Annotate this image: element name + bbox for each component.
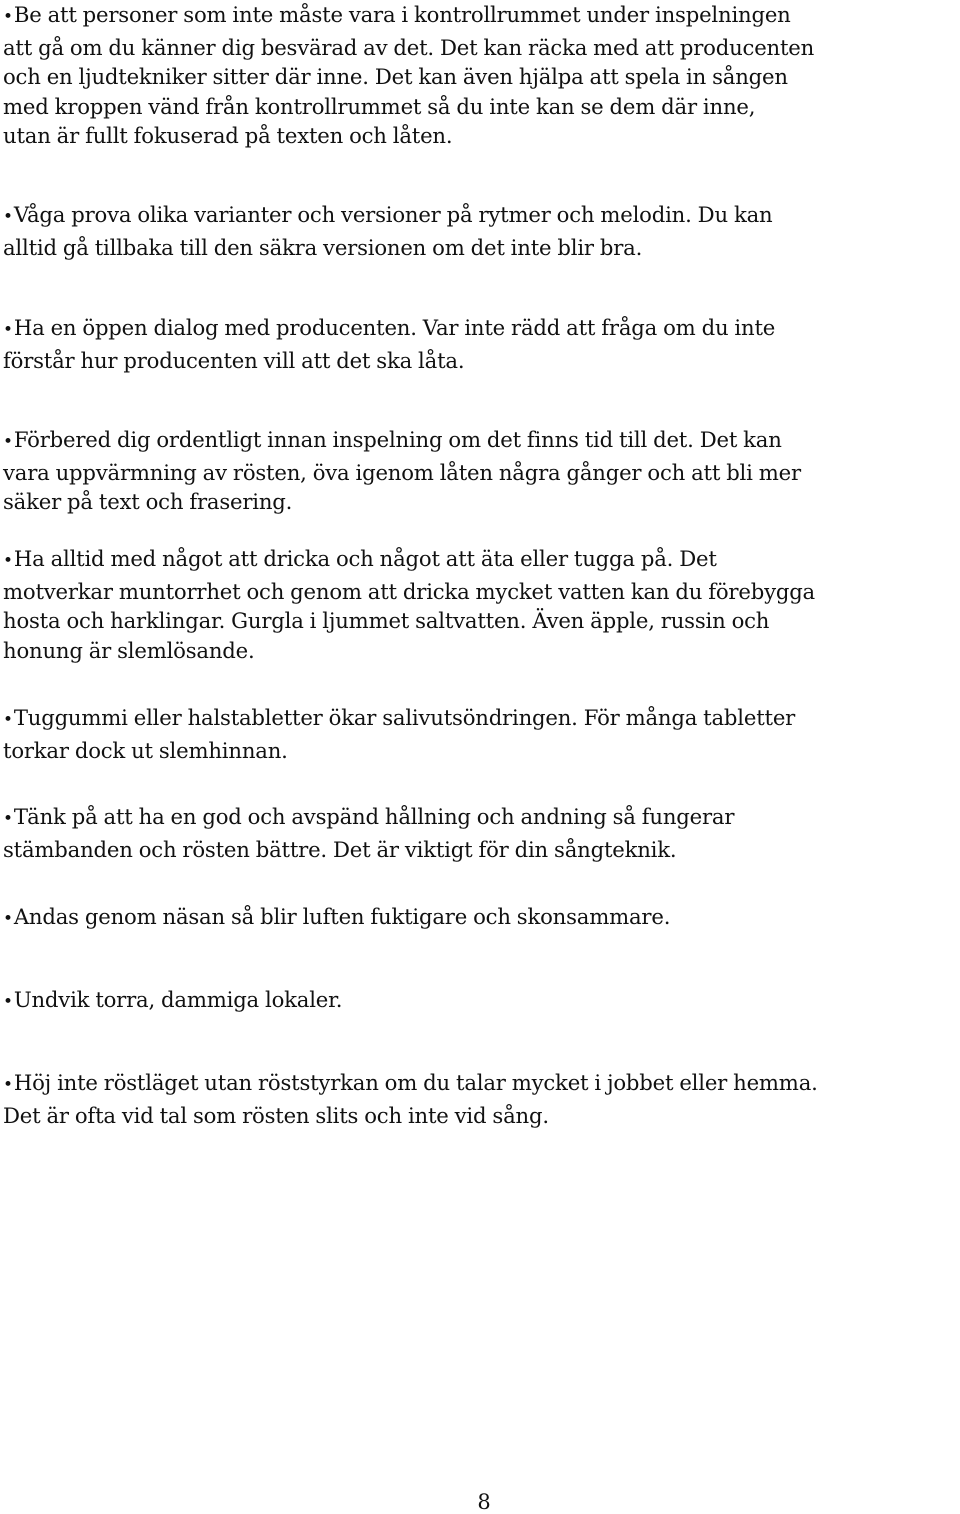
bullet-line: förstår hur producenten vill att det ska låta. bbox=[3, 347, 465, 373]
bullet-line: •Ha alltid med något att dricka och något att äta eller tugga på. Det bbox=[3, 546, 717, 571]
bullet-line: motverkar muntorrhet och genom att dricka mycket vatten kan du förebygga bbox=[3, 578, 815, 604]
bullet-icon: • bbox=[3, 909, 13, 929]
bullet-icon: • bbox=[3, 432, 13, 452]
bullet-item-8 bbox=[3, 902, 955, 935]
bullet-line: vara uppvärmning av rösten, öva igenom låten några gånger och att bli mer bbox=[3, 459, 801, 485]
bullet-line: med kroppen vänd från kontrollrummet så du inte kan se dem där inne, bbox=[3, 93, 756, 119]
bullet-line: att gå om du känner dig besvärad av det. Det kan räcka med att producenten bbox=[3, 34, 815, 60]
bullet-item-3 bbox=[3, 313, 955, 375]
bullet-line: •Andas genom näsan så blir luften fuktigare och skonsammare. bbox=[3, 904, 671, 929]
bullet-icon: • bbox=[3, 551, 13, 571]
bullet-item-10 bbox=[3, 1068, 955, 1130]
bullet-line: hosta och harklingar. Gurgla i ljummet saltvatten. Även äpple, russin och bbox=[3, 608, 770, 634]
bullet-line: torkar dock ut slemhinnan. bbox=[3, 737, 288, 763]
bullet-line: Det är ofta vid tal som rösten slits och inte vid sång. bbox=[3, 1102, 549, 1128]
bullet-icon: • bbox=[3, 320, 13, 340]
bullet-icon: • bbox=[3, 992, 13, 1012]
bullet-line: •Tänk på att ha en god och avspänd hållning och andning så fungerar bbox=[3, 804, 735, 829]
bullet-line: •Höj inte röstläget utan röststyrkan om du talar mycket i jobbet eller hemma. bbox=[3, 1070, 818, 1095]
bullet-line: och en ljudtekniker sitter där inne. Det kan även hjälpa att spela in sången bbox=[3, 64, 788, 90]
bullet-item-2 bbox=[3, 200, 955, 262]
bullet-item-6 bbox=[3, 703, 955, 765]
bullet-icon: • bbox=[3, 809, 13, 829]
bullet-item-1 bbox=[3, 0, 955, 151]
bullet-item-9 bbox=[3, 985, 955, 1018]
bullet-line: säker på text och frasering. bbox=[3, 489, 293, 515]
bullet-item-5 bbox=[3, 544, 955, 665]
bullet-line: •Be att personer som inte måste vara i kontrollrummet under inspelningen bbox=[3, 2, 791, 27]
bullet-line: alltid gå tillbaka till den säkra versionen om det inte blir bra. bbox=[3, 234, 643, 260]
bullet-item-4 bbox=[3, 425, 955, 517]
page-number: 8 bbox=[477, 1490, 491, 1514]
bullet-icon: • bbox=[3, 207, 13, 227]
bullet-icon: • bbox=[3, 1075, 13, 1095]
bullet-line: stämbanden och rösten bättre. Det är viktigt för din sångteknik. bbox=[3, 836, 677, 862]
bullet-line: •Ha en öppen dialog med producenten. Var inte rädd att fråga om du inte bbox=[3, 315, 776, 340]
bullet-line: •Tuggummi eller halstabletter ökar salivutsöndringen. För många tabletter bbox=[3, 705, 796, 730]
bullet-line: •Våga prova olika varianter och versioner på rytmer och melodin. Du kan bbox=[3, 202, 773, 227]
bullet-item-7 bbox=[3, 802, 955, 864]
bullet-line: utan är fullt fokuserad på texten och låten. bbox=[3, 123, 453, 149]
bullet-line: honung är slemlösande. bbox=[3, 637, 255, 663]
bullet-line: •Undvik torra, dammiga lokaler. bbox=[3, 987, 343, 1012]
bullet-line: •Förbered dig ordentligt innan inspelning om det finns tid till det. Det kan bbox=[3, 427, 782, 452]
bullet-icon: • bbox=[3, 7, 13, 27]
bullet-icon: • bbox=[3, 710, 13, 730]
